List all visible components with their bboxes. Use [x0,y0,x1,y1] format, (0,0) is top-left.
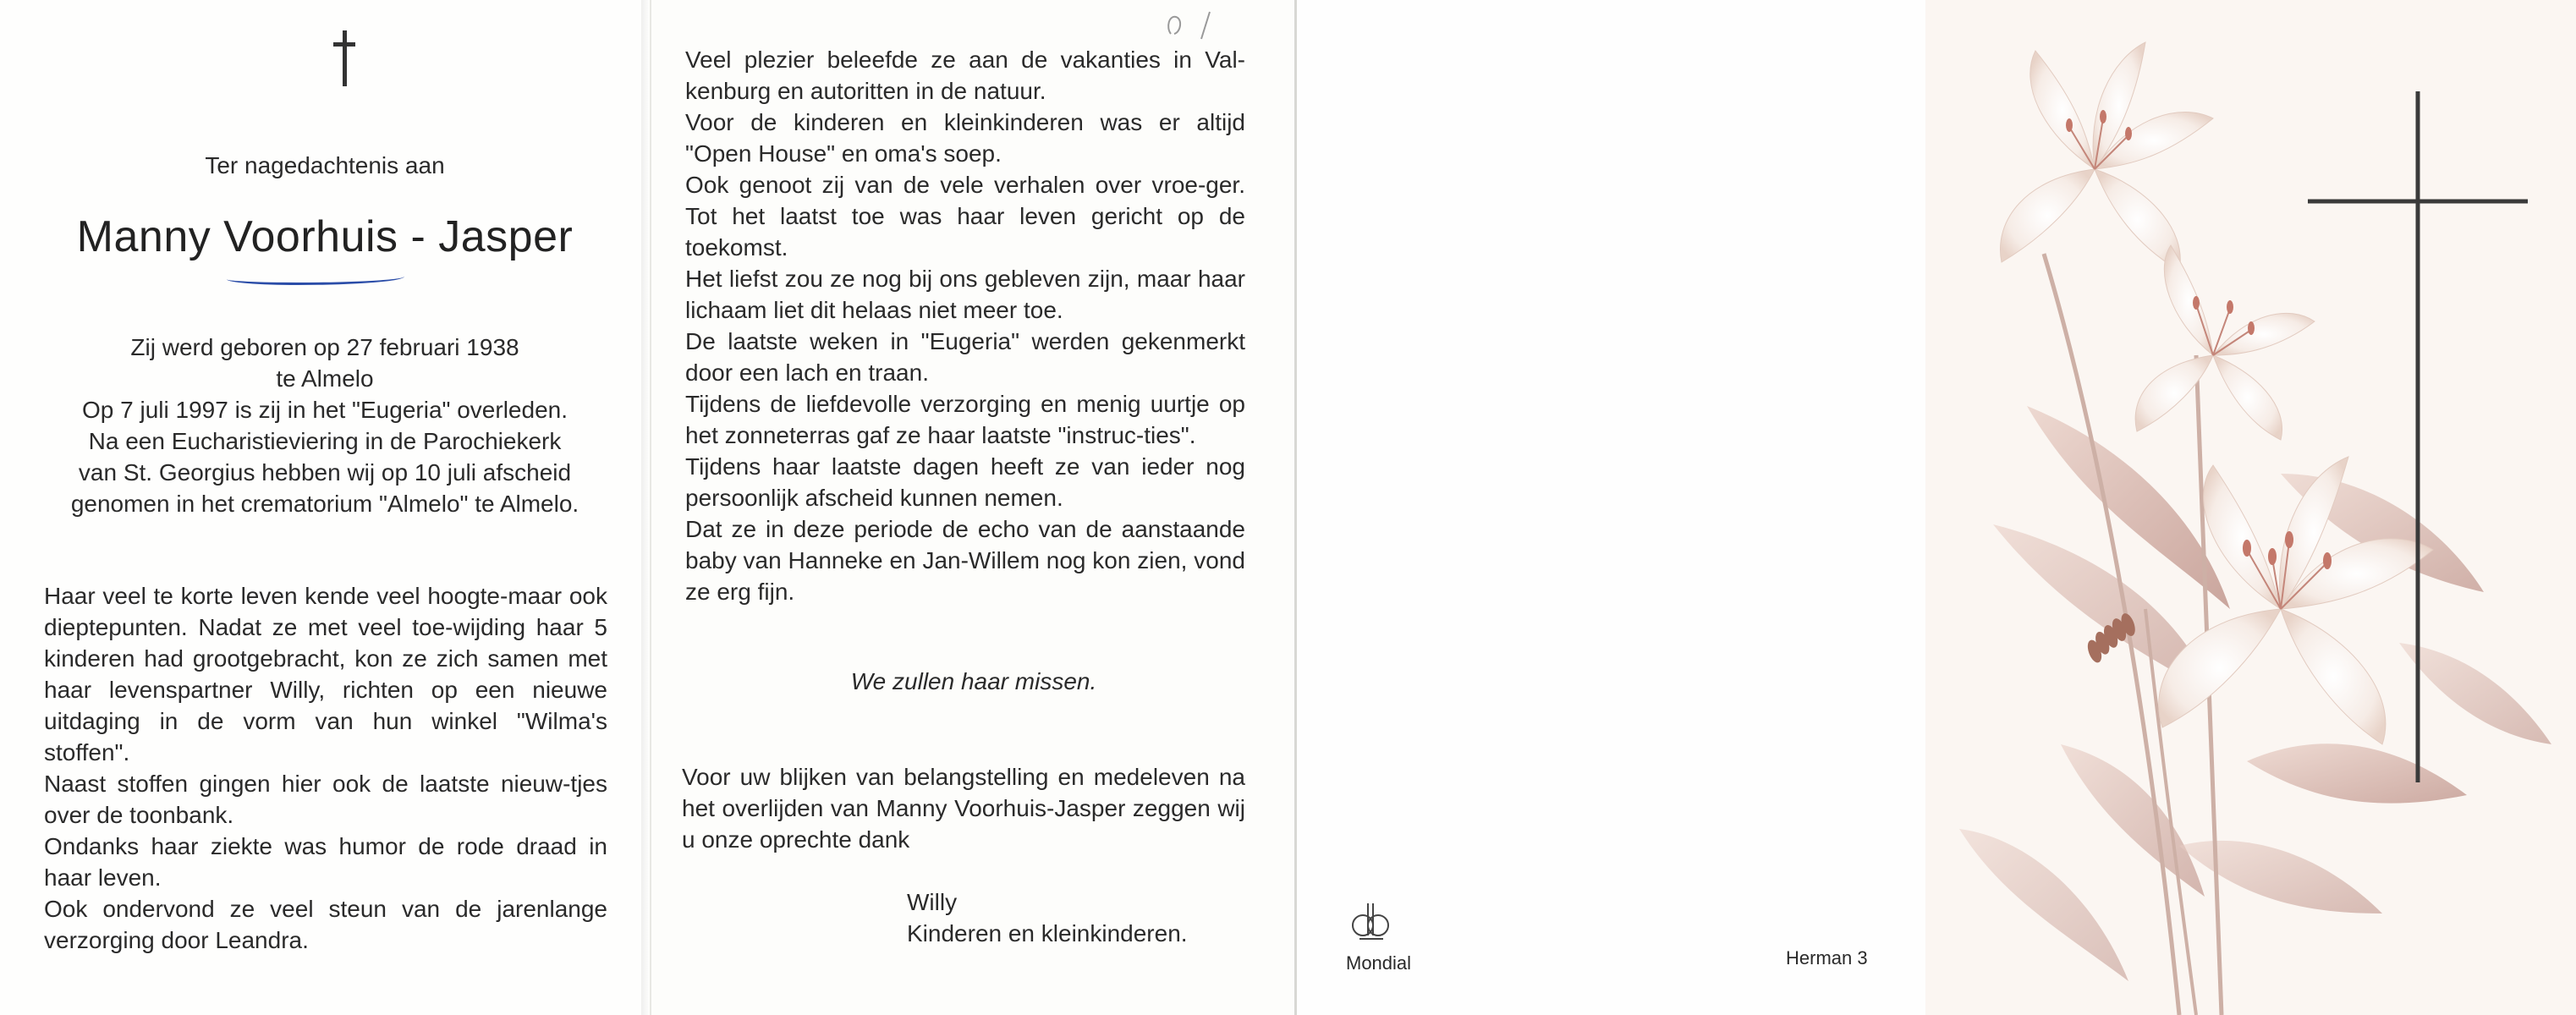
detail-line: van St. Georgius hebben wij op 10 juli afscheid [78,459,572,486]
paragraph: Voor de kinderen en kleinkinderen was er altijd "Open House" en oma's soep. [685,109,1245,167]
paragraph: Ook genoot zij van de vele verhalen over vroe-ger. Tot het laatst toe was haar leven gericht op de toekomst. [685,172,1245,261]
paragraph: Ondanks haar ziekte was humor de rode draad in haar leven. [44,833,607,891]
card-left-panel [0,0,650,1015]
detail-line: Zij werd geboren op 27 februari 1938 [130,334,519,360]
detail-line: Op 7 juli 1997 is zij in het "Eugeria" overleden. [82,397,568,423]
card-middle-panel [650,0,1294,1015]
signature-line: Kinderen en kleinkinderen. [907,920,1188,946]
paragraph: Haar veel te korte leven kende veel hoogte-maar ook dieptepunten. Nadat ze met veel toe-wijding haar 5 kinderen had grootgebracht, kon ze zich samen met haar levenspartner Willy, richten op een nieuwe uitdaging in de vorm van hun winkel "Wilma's stoffen". [44,583,607,765]
detail-line: Na een Eucharistieviering in de Parochiekerk [88,428,562,454]
paragraph: De laatste weken in "Eugeria" werden gekenmerkt door een lach en traan. [685,328,1245,386]
pencil-mark-icon [1159,8,1227,42]
intro-text: Ter nagedachtenis aan [205,152,445,178]
memories-text [685,44,1245,607]
paragraph: Veel plezier beleefde ze aan de vakanties in Val-kenburg en autoritten in de natuur. [685,47,1245,104]
ink-underline [227,271,404,285]
life-details [0,332,650,519]
model-label: Herman 3 [1786,947,1868,968]
paragraph: Tijdens de liefdevolle verzorging en menig uurtje op het zonneterras gaf ze haar laatste "instruc-ties". [685,391,1245,448]
signature [907,886,1188,949]
lily-illustration [1925,0,2576,1015]
life-story [44,580,607,956]
detail-line: te Almelo [276,365,374,392]
paragraph: Tijdens haar laatste dagen heeft ze van ieder nog persoonlijk afscheid kunnen nemen. [685,453,1245,511]
cross-icon [330,30,359,86]
detail-line: genomen in het crematorium "Almelo" te Almelo. [70,491,579,517]
closing-line: We zullen haar missen. [850,668,1097,694]
mondial-logo-icon [1348,898,1395,946]
paragraph: Dat ze in deze periode de echo van de aanstaande baby van Hanneke en Jan-Willem nog kon zien, vond ze erg fijn. [685,516,1245,605]
signature-line: Willy [907,889,958,915]
card-back-panel [1294,0,1925,1015]
publisher-label: Mondial [1346,952,1412,974]
paragraph: Het liefst zou ze nog bij ons gebleven zijn, maar haar lichaam liet dit helaas niet meer toe. [685,266,1245,323]
deceased-name: Manny Voorhuis - Jasper [76,212,574,261]
paragraph: Ook ondervond ze veel steun van de jarenlange verzorging door Leandra. [44,896,607,953]
thanks-text: Voor uw blijken van belangstelling en medeleven na het overlijden van Manny Voorhuis-Jasper zeggen wij u onze oprechte dank [682,764,1245,853]
card-front-panel [1925,0,2576,1015]
paragraph: Naast stoffen gingen hier ook de laatste nieuw-tjes over de toonbank. [44,771,607,828]
